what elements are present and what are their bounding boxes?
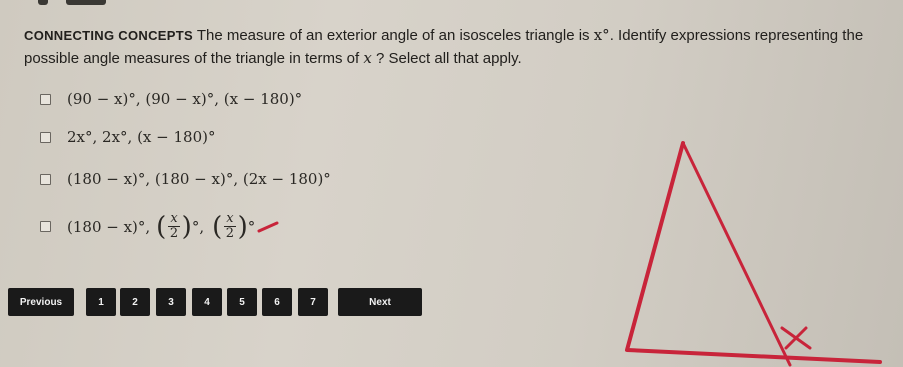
triangle-side xyxy=(683,143,790,365)
option-text: (180 − x)°, (180 − x)°, (2x − 180)° xyxy=(67,170,331,188)
previous-button[interactable]: Previous xyxy=(8,288,74,316)
question-part3: ? Select all that apply. xyxy=(371,50,522,67)
page-button-2[interactable]: 2 xyxy=(120,288,150,316)
question-variable-2: x xyxy=(363,49,372,67)
x-mark-icon xyxy=(782,328,810,348)
fraction-denominator: 2 xyxy=(225,226,235,241)
fraction-numerator: x xyxy=(226,211,234,226)
page-button-3[interactable]: 3 xyxy=(156,288,186,316)
page-button-1[interactable]: 1 xyxy=(86,288,116,316)
question-variable: x° xyxy=(593,26,610,44)
question-part2: . Identify expressions representing the possible angle measures of the triangle in terms of xyxy=(24,27,864,67)
fraction-numerator: x xyxy=(170,211,178,226)
option-prefix: (180 − x)°, xyxy=(67,217,151,236)
question-part1: The measure of an exterior angle of an isosceles triangle is xyxy=(192,27,594,44)
page-button-6[interactable]: 6 xyxy=(262,288,292,316)
option-text: (90 − x)°, (90 − x)°, (x − 180)° xyxy=(67,90,303,108)
option-separator: °, xyxy=(191,217,205,236)
question-lead: CONNECTING CONCEPTS xyxy=(24,28,193,43)
paren-open: ( xyxy=(156,211,167,242)
option-suffix: ° xyxy=(247,217,256,236)
option-text: 2x°, 2x°, (x − 180)° xyxy=(67,128,216,146)
fraction-denominator: 2 xyxy=(169,226,179,241)
paren-close: ) xyxy=(237,211,248,242)
paren-open: ( xyxy=(212,211,223,242)
next-button[interactable]: Next xyxy=(338,288,422,316)
triangle-outline xyxy=(627,143,880,362)
page-button-4[interactable]: 4 xyxy=(192,288,222,316)
page-button-5[interactable]: 5 xyxy=(227,288,257,316)
page-button-7[interactable]: 7 xyxy=(298,288,328,316)
paren-close: ) xyxy=(181,211,192,242)
